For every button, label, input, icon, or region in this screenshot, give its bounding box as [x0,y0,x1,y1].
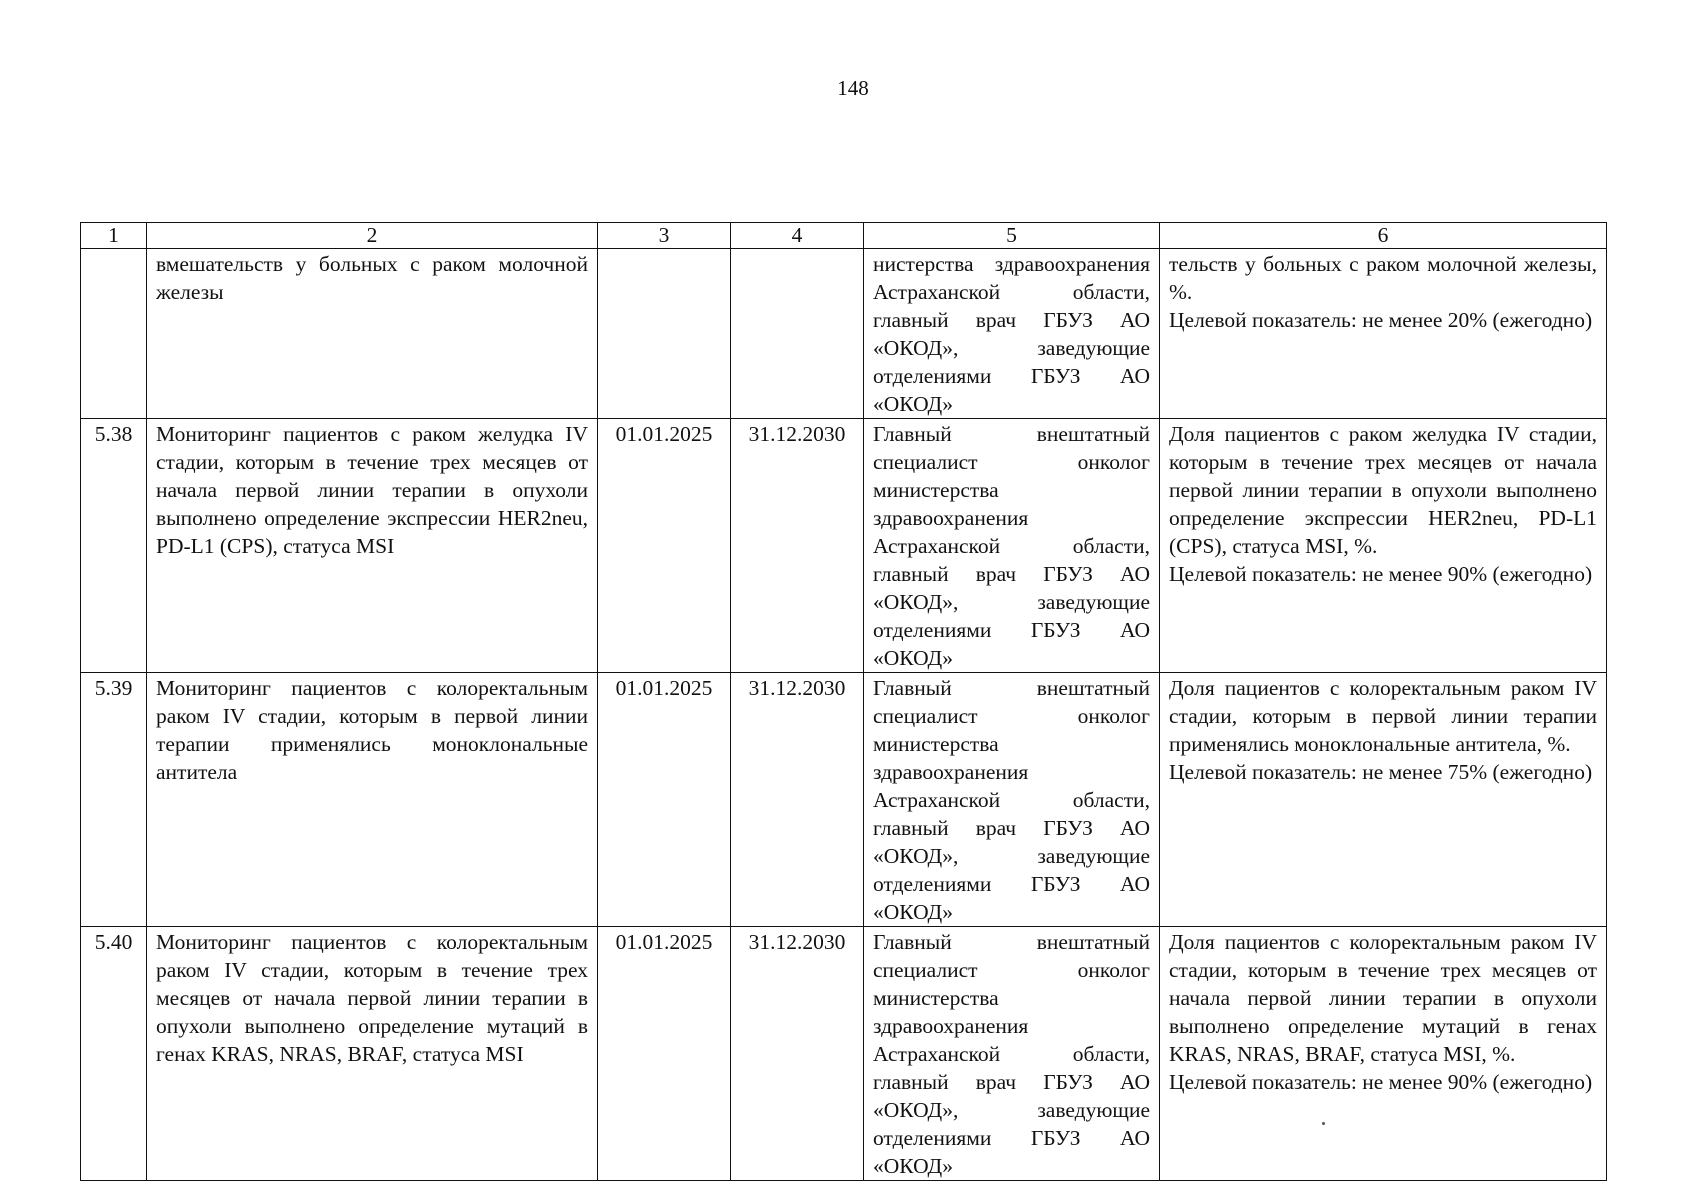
result-text: Доля пациентов с раком желудка IV стадии, которым в течение трех месяцев от начала первой линии терапии в опухоли выполнено определение экспрессии HER2neu, PD-L1 (CPS), статуса MSI, %. [1169,422,1597,558]
event-cell: Мониторинг пациентов с раком желудка IV стадии, которым в течение трех месяцев от начала первой линии терапии в опухоли выполнено определение экспрессии HER2neu, PD-L1 (CPS), статуса MSI [147,419,598,673]
table-row [81,419,1607,673]
responsible-cell: Главный внештатный специалист онколог министерства здравоохранения Астраханской области, главный врач ГБУЗ АО «ОКОД», заведующие отделениями ГБУЗ АО «ОКОД» [864,927,1160,1181]
measures-table [80,222,1607,1181]
end-date-cell: 31.12.2030 [731,927,864,1181]
page-number: 148 [837,76,869,100]
start-date-cell: 01.01.2025 [598,419,731,673]
target-text: Целевой показатель: не менее 20% (ежегодно) [1169,308,1593,332]
column-number-cell: 3 [598,223,731,249]
responsible-cell: нистерства здравоохранения Астраханской области, главный врач ГБУЗ АО «ОКОД», заведующие отделениями ГБУЗ АО «ОКОД» [864,249,1160,419]
column-number-cell: 5 [864,223,1160,249]
end-date-cell [731,249,864,419]
target-text: Целевой показатель: не менее 75% (ежегодно) [1169,760,1593,784]
table-row [81,927,1607,1181]
target-text: Целевой показатель: не менее 90% (ежегодно) [1169,562,1593,586]
responsible-cell: Главный внештатный специалист онколог министерства здравоохранения Астраханской области, главный врач ГБУЗ АО «ОКОД», заведующие отделениями ГБУЗ АО «ОКОД» [864,419,1160,673]
row-number-cell [81,249,147,419]
column-number-row [81,223,1607,249]
event-cell: Мониторинг пациентов с колоректальным раком IV стадии, которым в течение трех месяцев от начала первой линии терапии в опухоли выполнено определение мутаций в генах KRAS, NRAS, BRAF, статуса MSI [147,927,598,1181]
start-date-cell [598,249,731,419]
column-number-cell: 2 [147,223,598,249]
table-row [81,673,1607,927]
column-number-cell: 4 [731,223,864,249]
result-cell [1160,249,1607,419]
row-number-cell: 5.38 [81,419,147,673]
column-number-cell: 1 [81,223,147,249]
row-number-cell: 5.40 [81,927,147,1181]
table-row [81,249,1607,419]
result-cell [1160,419,1607,673]
start-date-cell: 01.01.2025 [598,927,731,1181]
event-cell: вмешательств у больных с раком молочной железы [147,249,598,419]
responsible-cell: Главный внештатный специалист онколог министерства здравоохранения Астраханской области, главный врач ГБУЗ АО «ОКОД», заведующие отделениями ГБУЗ АО «ОКОД» [864,673,1160,927]
column-number-cell: 6 [1160,223,1607,249]
result-text: Доля пациентов с колоректальным раком IV стадии, которым в первой линии терапии применялись моноклональные антитела, %. [1169,676,1597,756]
event-cell: Мониторинг пациентов с колоректальным раком IV стадии, которым в первой линии терапии применялись моноклональные антитела [147,673,598,927]
result-text: тельств у больных с раком молочной железы, %. [1169,252,1597,304]
result-cell [1160,673,1607,927]
target-text: Целевой показатель: не менее 90% (ежегодно) [1169,1070,1593,1094]
end-date-cell: 31.12.2030 [731,419,864,673]
scan-speck [1322,1122,1325,1125]
row-number-cell: 5.39 [81,673,147,927]
result-cell [1160,927,1607,1181]
end-date-cell: 31.12.2030 [731,673,864,927]
result-text: Доля пациентов с колоректальным раком IV стадии, которым в течение трех месяцев от начала первой линии терапии в опухоли выполнено определение мутаций в генах KRAS, NRAS, BRAF, статуса MSI, %. [1169,930,1597,1066]
start-date-cell: 01.01.2025 [598,673,731,927]
